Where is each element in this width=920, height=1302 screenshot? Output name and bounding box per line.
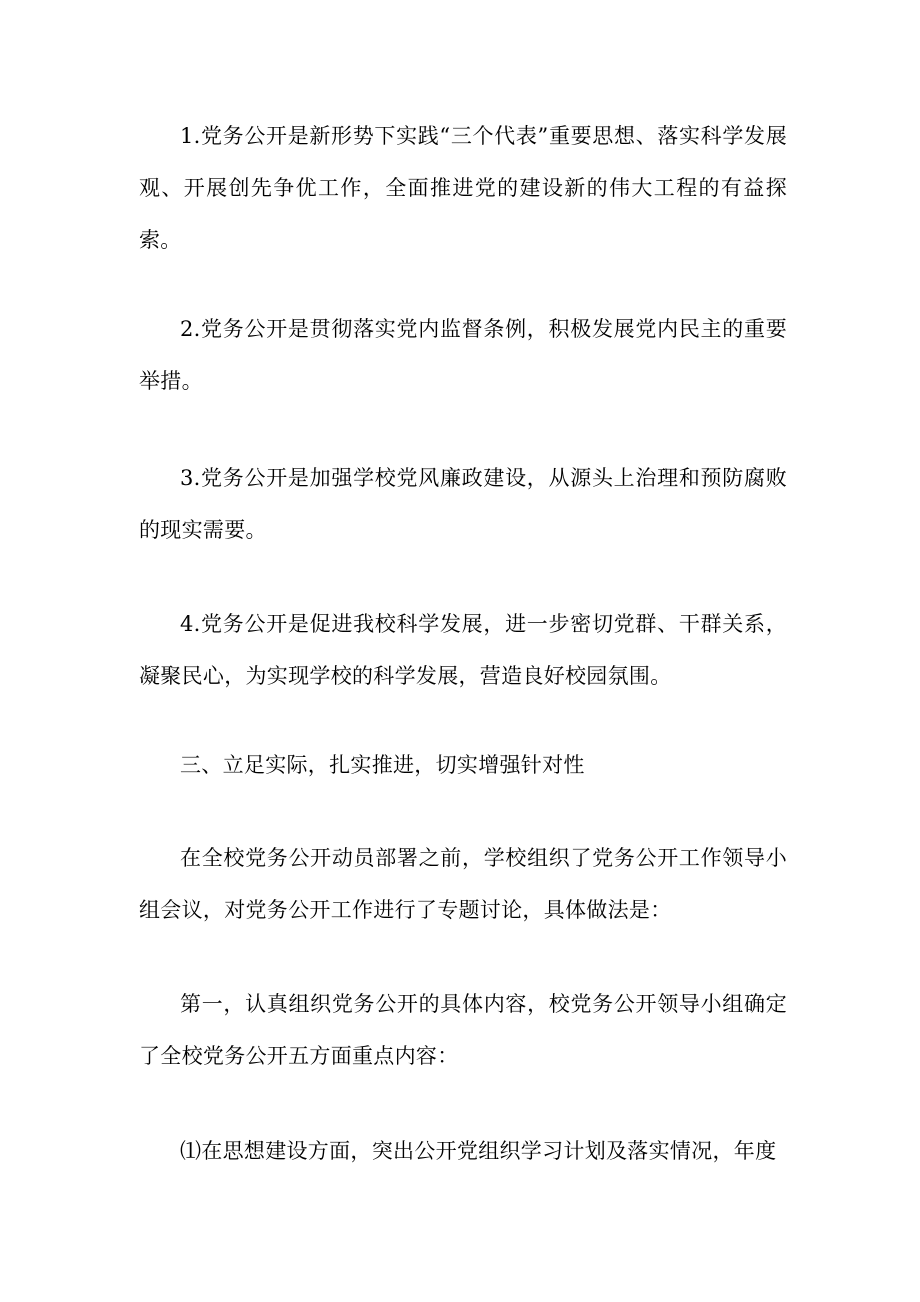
paragraph-8: ⑴在思想建设方面，突出公开党组织学习计划及落实情况，年度 [180,1139,777,1163]
paragraph-1: 1.党务公开是新形势下实践“三个代表”重要思想、落实科学发展观、开展创先争优工作，全面推进党的建设新的伟大工程的有益探索。 [139,124,787,252]
paragraph-2: 2.党务公开是贯彻落实党内监督条例，积极发展党内民主的重要举措。 [139,317,787,393]
paragraph-3: 3.党务公开是加强学校党风廉政建设，从源头上治理和预防腐败的现实需要。 [139,466,787,542]
section-heading: 三、立足实际，扎实推进，切实增强针对性 [180,753,585,777]
paragraph-4: 4.党务公开是促进我校科学发展，进一步密切党群、干群关系，凝聚民心，为实现学校的科学发展，营造良好校园氛围。 [139,612,787,688]
paragraph-6: 在全校党务公开动员部署之前，学校组织了党务公开工作领导小组会议，对党务公开工作进行了专题讨论，具体做法是： [139,846,787,922]
paragraph-7: 第一，认真组织党务公开的具体内容，校党务公开领导小组确定了全校党务公开五方面重点内容： [139,992,787,1068]
